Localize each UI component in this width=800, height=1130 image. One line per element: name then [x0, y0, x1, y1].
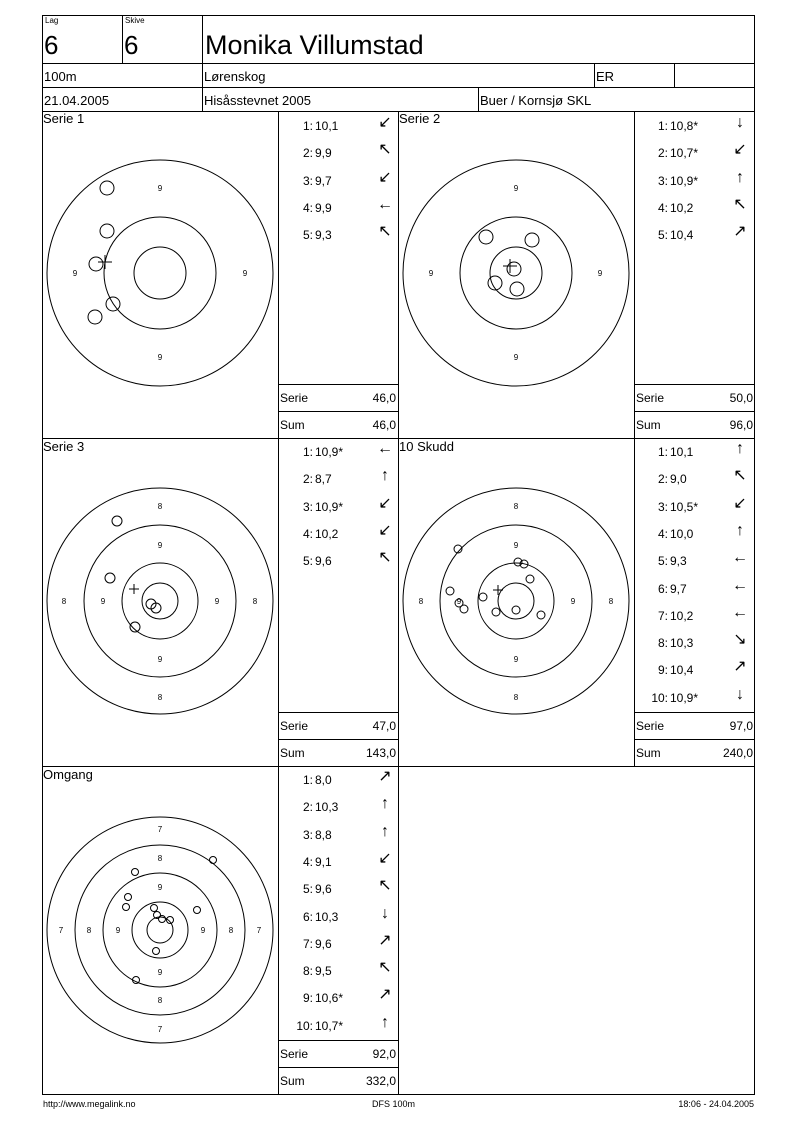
direction-arrow-icon: ← — [377, 440, 393, 457]
svg-text:9: 9 — [157, 883, 163, 892]
shot-row — [283, 959, 395, 979]
shot-number: 2: — [302, 146, 313, 161]
serie-value-3: 47,0 — [372, 719, 396, 733]
sum-value-2: 96,0 — [729, 418, 753, 432]
sum-value-1: 46,0 — [372, 418, 396, 432]
serie-label-1: Serie — [280, 391, 309, 405]
svg-text:9: 9 — [157, 655, 163, 664]
shot-value: 10,2 — [315, 526, 339, 541]
shot-hole — [479, 230, 493, 244]
svg-text:9: 9 — [570, 597, 576, 606]
mean-point-cross — [503, 259, 517, 273]
shot-number: 6: — [657, 581, 668, 596]
shot-hole — [526, 575, 534, 583]
shot-row — [283, 141, 395, 161]
shot-row — [638, 467, 750, 487]
shot-value: 9,5 — [315, 964, 332, 979]
shot-row — [638, 168, 750, 188]
shot-value: 10,9* — [315, 445, 344, 459]
shot-row — [283, 549, 395, 569]
shot-row — [283, 877, 395, 897]
serie-label-5: Serie — [280, 1047, 309, 1061]
shot-value: 10,9* — [315, 499, 344, 514]
shot-hole — [210, 857, 217, 864]
shot-hole — [89, 257, 103, 271]
shot-number: 2: — [302, 800, 313, 815]
direction-arrow-icon: ↑ — [381, 467, 389, 485]
svg-text:8: 8 — [513, 693, 519, 702]
ring-label: 9 — [157, 184, 163, 193]
direction-arrow-icon: ↖ — [378, 549, 392, 567]
shot-value: 10,8* — [670, 119, 699, 133]
shot-number: 9: — [302, 991, 313, 1006]
shot-value: 8,8 — [315, 827, 332, 842]
distance: 100m — [44, 69, 77, 84]
shot-value: 10,9* — [670, 690, 699, 705]
serie-value-4: 97,0 — [729, 719, 753, 733]
mean-point-cross — [98, 255, 112, 269]
shot-hole — [88, 310, 102, 324]
svg-text:8: 8 — [608, 597, 614, 606]
shot-row — [638, 521, 750, 541]
shot-hole — [100, 224, 114, 238]
svg-text:9: 9 — [100, 597, 106, 606]
shot-row — [283, 795, 395, 815]
shot-value: 10,5* — [670, 499, 699, 514]
date: 21.04.2005 — [44, 93, 110, 108]
shot-value: 9,9 — [315, 200, 332, 215]
svg-text:9: 9 — [513, 184, 519, 193]
event: Hisåsstevnet 2005 — [204, 93, 311, 108]
svg-text:7: 7 — [157, 825, 163, 834]
shot-value: 8,7 — [315, 472, 332, 487]
direction-arrow-icon: ← — [377, 195, 393, 213]
shot-value: 9,7 — [670, 581, 687, 596]
sum-value-4: 240,0 — [722, 746, 753, 760]
direction-arrow-icon: ↙ — [733, 494, 747, 512]
shot-row — [283, 1013, 395, 1033]
direction-arrow-icon: ↙ — [378, 114, 392, 131]
direction-arrow-icon: ↓ — [381, 904, 389, 922]
shot-hole — [112, 516, 122, 526]
serie-label-4: Serie — [636, 719, 665, 733]
direction-arrow-icon: ↖ — [733, 195, 747, 213]
shot-number: 2: — [657, 472, 668, 487]
shot-number: 5: — [302, 554, 313, 569]
footer-url: http://www.megalink.no — [43, 1099, 136, 1109]
shot-number: 3: — [657, 499, 668, 514]
ring-label: 9 — [242, 269, 248, 278]
shot-number: 5: — [657, 554, 668, 569]
shot-row — [638, 576, 750, 596]
shot-value: 9,3 — [670, 554, 687, 569]
shot-hole — [132, 869, 139, 876]
direction-arrow-icon: ↖ — [378, 223, 392, 241]
serie-label-2: Serie — [636, 391, 665, 405]
shot-value: 10,1 — [670, 445, 694, 459]
sum-label-5: Sum — [280, 1074, 305, 1088]
mean-point-cross — [129, 584, 139, 594]
shot-row — [283, 931, 395, 951]
shot-hole — [525, 233, 539, 247]
shot-number: 3: — [302, 173, 313, 188]
svg-text:7: 7 — [58, 926, 64, 935]
direction-arrow-icon: ↙ — [733, 141, 747, 159]
shot-hole — [105, 573, 115, 583]
shot-hole — [194, 907, 201, 914]
svg-text:9: 9 — [200, 926, 206, 935]
direction-arrow-icon: ↙ — [378, 849, 392, 867]
svg-text:8: 8 — [157, 996, 163, 1005]
target-serie1 — [47, 160, 273, 386]
venue: Buer / Kornsjø SKL — [480, 93, 592, 108]
serie-value-2: 50,0 — [729, 391, 753, 405]
shot-row — [283, 768, 395, 787]
shot-row — [638, 195, 750, 215]
direction-arrow-icon: ↓ — [736, 114, 744, 131]
shot-row — [638, 114, 750, 133]
shot-row — [283, 467, 395, 487]
shot-row — [283, 986, 395, 1006]
direction-arrow-icon: ↑ — [381, 1013, 389, 1031]
shot-number: 1: — [302, 119, 313, 133]
shot-number: 5: — [302, 882, 313, 897]
shot-value: 9,9 — [315, 146, 332, 161]
ring-label: 9 — [157, 353, 163, 362]
ring-label: 9 — [72, 269, 78, 278]
shot-number: 5: — [657, 228, 668, 243]
shot-row — [283, 521, 395, 541]
svg-text:9: 9 — [428, 269, 434, 278]
sum-label-1: Sum — [280, 418, 305, 432]
shot-value: 10,2 — [670, 608, 694, 623]
direction-arrow-icon: ↘ — [733, 631, 747, 649]
footer-center: DFS 100m — [372, 1099, 416, 1109]
direction-arrow-icon: ↑ — [736, 440, 744, 457]
lag-label: Lag — [45, 16, 59, 25]
shot-value: 10,3 — [315, 800, 339, 815]
sum-label-2: Sum — [636, 418, 661, 432]
svg-text:8: 8 — [252, 597, 258, 606]
target-10skudd — [403, 488, 629, 714]
svg-text:9: 9 — [157, 541, 163, 550]
direction-arrow-icon: ↑ — [736, 521, 744, 539]
shot-number: 3: — [657, 173, 668, 188]
skive-value: 6 — [124, 30, 139, 60]
shot-value: 10,6* — [315, 991, 344, 1006]
shot-value: 10,2 — [670, 200, 694, 215]
direction-arrow-icon: ↗ — [378, 986, 392, 1004]
mean-point-cross — [493, 585, 503, 595]
shot-row — [283, 114, 395, 133]
shot-number: 3: — [302, 499, 313, 514]
svg-text:8: 8 — [61, 597, 67, 606]
shot-value: 8,0 — [315, 773, 332, 787]
svg-text:8: 8 — [228, 926, 234, 935]
shot-value: 9,6 — [315, 936, 332, 951]
serie-label-3: Serie — [280, 719, 309, 733]
sum-value-5: 332,0 — [365, 1074, 396, 1088]
shot-number: 2: — [302, 472, 313, 487]
skive-label: Skive — [125, 16, 145, 25]
shot-number: 1: — [302, 773, 313, 787]
shot-hole — [460, 605, 468, 613]
shot-number: 10: — [296, 1018, 313, 1033]
shot-hole — [512, 606, 520, 614]
shot-hole — [151, 905, 158, 912]
direction-arrow-icon: ↖ — [378, 141, 392, 159]
shot-row — [638, 603, 750, 623]
svg-text:9: 9 — [513, 541, 519, 550]
shot-value: 9,6 — [315, 882, 332, 897]
shot-number: 8: — [657, 636, 668, 651]
shot-hole — [125, 894, 132, 901]
shot-row — [638, 549, 750, 569]
shot-row — [638, 658, 750, 678]
footer-timestamp: 18:06 - 24.04.2005 — [678, 1099, 754, 1109]
panel-title-serie3: Serie 3 — [43, 439, 85, 454]
direction-arrow-icon: ↗ — [378, 931, 392, 949]
direction-arrow-icon: ↖ — [378, 959, 392, 977]
svg-text:9: 9 — [513, 655, 519, 664]
shot-row — [283, 223, 395, 243]
shot-number: 7: — [302, 936, 313, 951]
shot-row — [283, 494, 395, 514]
shot-value: 9,3 — [315, 228, 332, 243]
direction-arrow-icon: ← — [732, 603, 748, 621]
shot-row — [638, 631, 750, 651]
shot-value: 9,6 — [315, 554, 332, 569]
shot-value: 10,0 — [670, 526, 694, 541]
shot-row — [283, 904, 395, 924]
shot-number: 1: — [657, 119, 668, 133]
shot-number: 4: — [657, 526, 668, 541]
shot-hole — [537, 611, 545, 619]
panel-title-serie1: Serie 1 — [43, 111, 85, 126]
shot-hole — [130, 622, 140, 632]
panel-title-10skudd: 10 Skudd — [399, 439, 454, 454]
target-omgang — [47, 817, 273, 1043]
shot-number: 6: — [302, 909, 313, 924]
shot-number: 8: — [302, 964, 313, 979]
shot-row — [638, 223, 750, 243]
shooter-name: Monika Villumstad — [205, 30, 424, 60]
shot-value: 10,1 — [315, 119, 339, 133]
svg-text:9: 9 — [597, 269, 603, 278]
svg-text:9: 9 — [456, 597, 462, 606]
shot-number: 3: — [302, 827, 313, 842]
shot-row — [283, 849, 395, 869]
shot-number: 7: — [657, 608, 668, 623]
target-serie2 — [403, 160, 629, 386]
shot-row — [638, 440, 750, 459]
shot-number: 1: — [657, 445, 668, 459]
serie-value-5: 92,0 — [372, 1047, 396, 1061]
shot-number: 1: — [302, 445, 313, 459]
shot-row — [638, 685, 750, 705]
shot-value: 9,1 — [315, 854, 332, 869]
direction-arrow-icon: ↗ — [378, 768, 392, 785]
shot-number: 4: — [302, 200, 313, 215]
direction-arrow-icon: ↖ — [733, 467, 747, 485]
shot-value: 10,7* — [315, 1018, 344, 1033]
svg-text:7: 7 — [157, 1025, 163, 1034]
shot-value: 10,3 — [315, 909, 339, 924]
shot-number: 4: — [657, 200, 668, 215]
shot-hole — [507, 262, 521, 276]
svg-text:8: 8 — [418, 597, 424, 606]
club: Lørenskog — [204, 69, 266, 84]
shot-value: 10,7* — [670, 146, 699, 161]
svg-text:8: 8 — [157, 502, 163, 511]
shot-value: 9,7 — [315, 173, 332, 188]
shot-hole — [159, 916, 166, 923]
direction-arrow-icon: ↖ — [378, 877, 392, 895]
svg-text:9: 9 — [214, 597, 220, 606]
svg-text:9: 9 — [115, 926, 121, 935]
shot-hole — [510, 282, 524, 296]
direction-arrow-icon: ↑ — [381, 822, 389, 840]
shot-hole — [123, 904, 130, 911]
svg-text:8: 8 — [157, 693, 163, 702]
shot-hole — [446, 587, 454, 595]
direction-arrow-icon: ↑ — [736, 168, 744, 186]
shot-hole — [492, 608, 500, 616]
svg-text:9: 9 — [513, 353, 519, 362]
sum-label-3: Sum — [280, 746, 305, 760]
shot-number: 4: — [302, 526, 313, 541]
direction-arrow-icon: ↙ — [378, 521, 392, 539]
shot-number: 5: — [302, 228, 313, 243]
panel-title-omgang: Omgang — [43, 767, 93, 782]
direction-arrow-icon: ↗ — [733, 658, 747, 676]
class: ER — [596, 69, 615, 84]
shot-value: 10,9* — [670, 173, 699, 188]
shot-value: 10,4 — [670, 228, 694, 243]
direction-arrow-icon: ↙ — [378, 494, 392, 512]
sum-label-4: Sum — [636, 746, 661, 760]
svg-text:9: 9 — [157, 968, 163, 977]
shot-row — [638, 494, 750, 514]
direction-arrow-icon: ↗ — [733, 223, 747, 241]
shot-number: 4: — [302, 854, 313, 869]
svg-text:8: 8 — [86, 926, 92, 935]
lag-value: 6 — [44, 30, 59, 60]
panel-title-serie2: Serie 2 — [399, 111, 441, 126]
svg-text:8: 8 — [513, 502, 519, 511]
direction-arrow-icon: ↑ — [381, 795, 389, 813]
direction-arrow-icon: ← — [732, 549, 748, 567]
target-serie3 — [47, 488, 273, 714]
shot-row — [283, 440, 395, 459]
sum-value-3: 143,0 — [365, 746, 396, 760]
shot-hole — [153, 948, 160, 955]
shot-row — [283, 822, 395, 842]
direction-arrow-icon: ↙ — [378, 168, 392, 186]
shot-row — [283, 195, 395, 215]
shot-number: 2: — [657, 146, 668, 161]
shot-hole — [100, 181, 114, 195]
shot-hole — [479, 593, 487, 601]
shot-value: 9,0 — [670, 472, 687, 487]
shot-row — [283, 168, 395, 188]
shot-number: 10: — [651, 690, 668, 705]
direction-arrow-icon: ← — [732, 576, 748, 594]
direction-arrow-icon: ↓ — [736, 685, 744, 703]
shot-row — [638, 141, 750, 161]
svg-text:7: 7 — [256, 926, 262, 935]
svg-text:8: 8 — [157, 854, 163, 863]
shot-value: 10,4 — [670, 663, 694, 678]
shot-value: 10,3 — [670, 636, 694, 651]
serie-value-1: 46,0 — [372, 391, 396, 405]
shot-number: 9: — [657, 663, 668, 678]
